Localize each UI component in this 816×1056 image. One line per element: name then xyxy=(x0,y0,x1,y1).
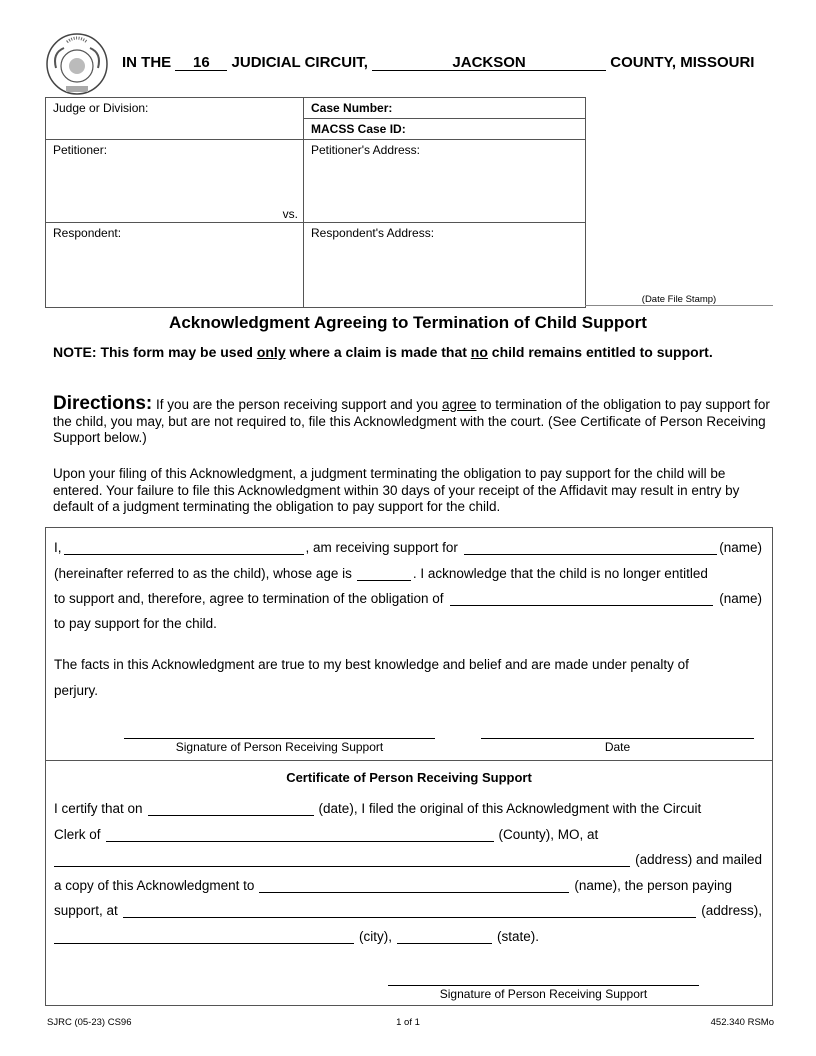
text: I certify that on xyxy=(54,801,143,816)
case-number-label: Case Number: xyxy=(311,101,393,115)
text: a copy of this Acknowledgment to xyxy=(54,878,255,893)
court-header xyxy=(122,54,754,71)
text: . I acknowledge that the child is no longer entitled xyxy=(412,566,708,581)
judge-label: Judge or Division: xyxy=(53,101,149,115)
note-no: no xyxy=(470,344,488,360)
child-age-field[interactable] xyxy=(357,568,411,581)
signature-field[interactable]: Signature of Person Receiving Support xyxy=(124,738,435,754)
text: The facts in this Acknowledgment are true to my best knowledge and belief and are made under penalty of xyxy=(54,657,689,672)
form-title: Acknowledgment Agreeing to Termination of Child Support xyxy=(169,313,647,332)
judge-division-field[interactable] xyxy=(46,98,304,140)
receiver-name-field[interactable] xyxy=(64,542,304,555)
acknowledgment-box xyxy=(45,527,773,761)
note-text: where a claim is made that xyxy=(285,344,471,360)
clerk-address-field[interactable] xyxy=(54,854,630,867)
note-only: only xyxy=(256,344,286,360)
note xyxy=(53,344,773,361)
county-field[interactable]: JACKSON xyxy=(372,55,606,71)
text: , am receiving support for xyxy=(305,540,458,555)
vs-label: vs. xyxy=(282,207,298,221)
petitioner-field[interactable] xyxy=(46,140,304,223)
text: (name) xyxy=(719,540,762,555)
date-stamp-divider xyxy=(585,305,773,306)
missouri-seal-logo xyxy=(42,28,112,98)
case-caption-table xyxy=(45,97,586,308)
text: (address) and mailed xyxy=(635,852,762,867)
text: (city), xyxy=(359,929,392,944)
directions-label: Directions: xyxy=(53,393,153,414)
petitioner-label: Petitioner: xyxy=(53,143,108,157)
filed-date-field[interactable] xyxy=(148,803,314,816)
text: I, xyxy=(54,540,62,555)
payer-name-field[interactable] xyxy=(259,880,569,893)
text: to support and, therefore, agree to termination of the obligation of xyxy=(54,591,444,606)
note-text: NOTE: This form may be used xyxy=(53,344,257,360)
text: to pay support for the child. xyxy=(54,616,217,631)
respondent-field[interactable] xyxy=(46,223,304,308)
macss-field[interactable] xyxy=(304,119,586,140)
certificate-box xyxy=(45,760,773,1006)
macss-label: MACSS Case ID: xyxy=(311,122,406,136)
county-missouri-label: COUNTY, MISSOURI xyxy=(610,54,755,71)
obligor-name-field[interactable] xyxy=(450,593,714,606)
date-field[interactable]: Date xyxy=(481,738,754,754)
respondent-address-label: Respondent's Address: xyxy=(311,226,435,240)
in-the-label: IN THE xyxy=(122,54,172,71)
text: (state). xyxy=(497,929,540,944)
text: (date), I filed the original of this Acknowledgment with the Circuit xyxy=(318,801,702,816)
text: (name) xyxy=(719,591,762,606)
statute-reference: 452.340 RSMo xyxy=(710,1017,774,1028)
text: (County), MO, at xyxy=(498,827,599,842)
page-number: 1 of 1 xyxy=(396,1017,420,1028)
directions xyxy=(53,393,773,447)
text: (name), the person paying xyxy=(574,878,732,893)
petitioner-address-label: Petitioner's Address: xyxy=(311,143,421,157)
judicial-circuit-label: JUDICIAL CIRCUIT, xyxy=(231,54,368,71)
city-field[interactable] xyxy=(54,931,354,944)
petitioner-address-field[interactable] xyxy=(304,140,586,223)
filing-paragraph: Upon your filing of this Acknowledgment, a judgment terminating the obligation to pay support for the child will be entered. Your failure to file this Acknowledgment within 30 days of your receipt of the Affidavit may result in entry by default of a judgment terminating the obligation to pay support for the child. xyxy=(53,466,740,514)
circuit-field[interactable]: 16 xyxy=(175,55,227,71)
directions-agree: agree xyxy=(441,397,477,412)
note-text: child remains entitled to support. xyxy=(487,344,713,360)
date-file-stamp-label: (Date File Stamp) xyxy=(641,294,717,305)
respondent-label: Respondent: xyxy=(53,226,122,240)
state-field[interactable] xyxy=(397,931,492,944)
certificate-signature-field[interactable]: Signature of Person Receiving Support xyxy=(388,985,699,1001)
certificate-title: Certificate of Person Receiving Support xyxy=(286,770,532,785)
county-field[interactable] xyxy=(106,829,494,842)
directions-text: to termination of the obligation to pay support for the child, you may, but are not required to, file this Acknowledgment with the court. (See Certificate of Person Receiving Support below.) xyxy=(53,397,770,445)
text: perjury. xyxy=(54,683,99,698)
text: support, at xyxy=(54,903,118,918)
form-code: SJRC (05-23) CS96 xyxy=(47,1017,132,1028)
text: (address), xyxy=(701,903,762,918)
child-name-field[interactable] xyxy=(464,542,717,555)
case-number-field[interactable] xyxy=(304,98,586,119)
payer-address-field[interactable] xyxy=(123,905,696,918)
respondent-address-field[interactable] xyxy=(304,223,586,308)
directions-text: If you are the person receiving support and you xyxy=(152,397,442,412)
text: (hereinafter referred to as the child), whose age is xyxy=(54,566,352,581)
text: Clerk of xyxy=(54,827,101,842)
